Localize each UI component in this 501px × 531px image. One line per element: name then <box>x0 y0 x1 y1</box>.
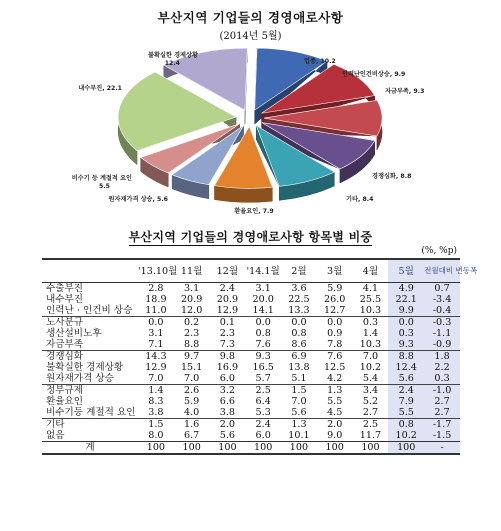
table-cell: 8.8 <box>388 351 424 363</box>
table-cell: 15.1 <box>180 362 203 373</box>
table-row <box>42 351 460 363</box>
table-cell: 5.2 <box>362 396 379 407</box>
table-cell: 2.5 <box>353 419 389 431</box>
table-cell: 16.5 <box>252 362 274 373</box>
table-cell: 100 <box>245 442 281 455</box>
table-cell: 5.9 <box>184 396 200 407</box>
table-cell: 0.3 <box>388 328 424 339</box>
table-cell: 1.5 <box>138 419 174 431</box>
slice-label: 환율요인, 7.9 <box>234 208 274 215</box>
table-cell: 100 <box>281 442 317 455</box>
table-cell: 0.3 <box>424 373 460 385</box>
table-cell: 6.0 <box>255 430 271 441</box>
table-cell: 12.7 <box>324 305 346 316</box>
column-header: 5월 <box>388 259 424 283</box>
column-header: 12월 <box>210 259 246 283</box>
table-cell: 7.6 <box>255 339 271 350</box>
slice-label: 비수기 등 계절적 요인 5.5 <box>71 175 132 190</box>
table-cell: -1.5 <box>424 430 460 442</box>
table-cell: 100 <box>317 442 353 455</box>
table-cell: 13.8 <box>288 362 310 373</box>
table-row <box>42 373 460 385</box>
slice-label: 내수부진, 22.1 <box>78 85 122 92</box>
table-cell: 2.4 <box>219 283 236 294</box>
table-cell: 7.9 <box>388 396 424 407</box>
table-cell: 4.1 <box>362 283 379 294</box>
table-cell: 0.1 <box>210 317 246 329</box>
table-row <box>42 305 460 317</box>
table-cell: -3.4 <box>424 294 460 305</box>
table-row <box>42 419 460 431</box>
table-cell: 1.4 <box>138 385 174 397</box>
table-cell: 3.1 <box>255 283 271 294</box>
row-label: 내수부진 <box>46 294 84 305</box>
column-header: 3월 <box>317 259 353 283</box>
table-cell: 26.0 <box>324 294 346 305</box>
table-cell: 11.0 <box>145 305 167 316</box>
row-label: 없음 <box>46 430 65 441</box>
table-cell: 0.0 <box>138 317 174 329</box>
table-cell: 2.0 <box>317 419 353 431</box>
table-cell: 14.3 <box>138 351 174 363</box>
row-label: 자금부족 <box>46 339 84 350</box>
table-cell: 12.9 <box>216 305 239 316</box>
slice-label: 인력난인건비상승, 9.9 <box>342 71 406 78</box>
table-cell: 12.5 <box>324 362 346 373</box>
slice-label: 업종, 10.2 <box>304 58 336 65</box>
table-row <box>42 283 460 295</box>
table-cell: 0.0 <box>281 317 317 329</box>
table-cell: 0.8 <box>291 328 307 339</box>
row-label: 경쟁심화 <box>42 351 138 363</box>
table-cell: 9.3 <box>245 351 281 363</box>
table-row <box>42 317 460 329</box>
table-cell: 20.9 <box>216 294 239 305</box>
table-cell: 4.0 <box>184 407 200 418</box>
table-cell: 9.9 <box>388 305 424 317</box>
row-label: 비수기등 계절적 요인 <box>46 407 136 418</box>
table-cell: 8.0 <box>148 430 164 441</box>
table-cell: 2.7 <box>424 407 460 419</box>
table-cell: 6.6 <box>219 396 236 407</box>
table-cell: 3.1 <box>184 283 200 294</box>
table-cell: 22.5 <box>288 294 310 305</box>
table-cell: 5.5 <box>388 407 424 419</box>
table-cell: 7.0 <box>291 396 307 407</box>
table-cell: 8.3 <box>148 396 164 407</box>
table-cell: 10.1 <box>288 430 310 441</box>
table-cell: -0.3 <box>424 317 460 329</box>
table-cell: 4.2 <box>327 373 343 384</box>
table-cell: -1.7 <box>424 419 460 431</box>
table-cell: 7.3 <box>219 339 236 350</box>
slice-label: 자금부족, 9.3 <box>385 88 425 95</box>
table-cell: 3.6 <box>291 283 307 294</box>
table-cell: 3.2 <box>210 385 246 397</box>
table-cell: 6.0 <box>219 373 236 384</box>
table-cell: 3.8 <box>219 407 236 418</box>
table-cell: 0.7 <box>424 283 460 295</box>
column-header: 전월대비 변동폭 <box>424 259 460 283</box>
column-header: '13.10월 <box>138 259 174 283</box>
table-cell: 3.8 <box>148 407 164 418</box>
unit-label: (%, %p) <box>421 246 457 256</box>
table-cell: 2.0 <box>210 419 246 431</box>
table-cell: 7.0 <box>353 351 389 363</box>
table-cell: -1.0 <box>424 385 460 397</box>
table-cell: 7.0 <box>184 373 200 384</box>
chart-subtitle: (2014년 5월) <box>219 31 282 42</box>
table-cell: - <box>424 442 460 455</box>
table-cell: 25.5 <box>359 294 382 305</box>
pie-chart <box>0 0 501 232</box>
row-label: 노사분규 <box>42 317 138 329</box>
table-row <box>42 430 460 442</box>
row-label: 계 <box>42 442 138 455</box>
table-cell: 1.3 <box>281 419 317 431</box>
table-cell: 12.4 <box>388 362 424 373</box>
table-cell: 8.6 <box>291 339 307 350</box>
table-row <box>42 442 460 455</box>
table-cell: 2.7 <box>424 396 460 407</box>
table-cell: 7.6 <box>317 351 353 363</box>
table-cell: 6.9 <box>281 351 317 363</box>
table-cell: 2.5 <box>245 385 281 397</box>
table-cell: 20.0 <box>252 294 274 305</box>
table-cell: 5.3 <box>255 407 271 418</box>
slice-label: 기타, 8.4 <box>346 196 374 203</box>
row-label: 인력난 · 인건비 상승 <box>46 305 133 316</box>
table-row <box>42 385 460 397</box>
table-cell: 13.3 <box>288 305 310 316</box>
table-row <box>42 328 460 339</box>
table-cell: 0.9 <box>327 328 343 339</box>
table-cell: 6.7 <box>184 430 200 441</box>
table-cell: 8.8 <box>184 339 200 350</box>
column-header <box>42 259 138 283</box>
table-cell: 5.6 <box>291 407 307 418</box>
table-cell: 14.1 <box>252 305 274 316</box>
table-cell: 0.3 <box>353 317 389 329</box>
slice-label: 불확실한 경제상황 12.4 <box>148 52 198 67</box>
row-label: 수출부진 <box>46 283 84 294</box>
table-cell: 3.1 <box>148 328 164 339</box>
table-cell: 1.3 <box>317 385 353 397</box>
table-cell: 0.8 <box>255 328 271 339</box>
table-cell: 20.9 <box>180 294 203 305</box>
table-cell: 10.2 <box>388 430 424 442</box>
table-cell: 7.0 <box>148 373 164 384</box>
table-cell: 12.0 <box>180 305 203 316</box>
table-cell: 18.9 <box>145 294 167 305</box>
table-cell: 5.5 <box>327 396 343 407</box>
table-cell: 10.3 <box>359 305 382 316</box>
table-cell: 9.8 <box>210 351 246 363</box>
table-cell: 5.6 <box>219 430 236 441</box>
table-cell: 2.3 <box>184 328 200 339</box>
table-cell: 10.2 <box>359 362 382 373</box>
table-cell: 16.9 <box>216 362 239 373</box>
column-header: 11월 <box>174 259 210 283</box>
table-cell: 1.4 <box>362 328 379 339</box>
table-cell: 100 <box>138 442 174 455</box>
table-cell: 2.4 <box>245 419 281 431</box>
table-cell: 1.6 <box>174 419 210 431</box>
table-row <box>42 362 460 373</box>
table-cell: 5.9 <box>327 283 343 294</box>
table-cell: 2.3 <box>219 328 236 339</box>
table-cell: 0.0 <box>245 317 281 329</box>
column-header: 2월 <box>281 259 317 283</box>
chart-title: 부산지역 기업들의 경영애로사항 <box>157 10 344 25</box>
table-cell: 3.4 <box>353 385 389 397</box>
table-cell: 5.6 <box>388 373 424 385</box>
table-cell: 5.4 <box>362 373 379 384</box>
table-cell: 22.1 <box>388 294 424 305</box>
table-cell: 100 <box>210 442 246 455</box>
table-cell: 12.9 <box>145 362 167 373</box>
table-row <box>42 407 460 419</box>
table-row <box>42 339 460 351</box>
table-cell: 0.2 <box>174 317 210 329</box>
table-cell: 100 <box>174 442 210 455</box>
table-row <box>42 396 460 407</box>
table-cell: 1.8 <box>424 351 460 363</box>
table-cell: 7.8 <box>327 339 343 350</box>
table-cell: 5.7 <box>255 373 271 384</box>
table-cell: 10.3 <box>359 339 382 350</box>
row-label: 정부규제 <box>42 385 138 397</box>
table-cell: 0.8 <box>388 419 424 431</box>
table-cell: 5.1 <box>291 373 307 384</box>
table-cell: 9.3 <box>388 339 424 351</box>
table-cell: 11.7 <box>359 430 382 441</box>
table-cell: 7.1 <box>148 339 164 350</box>
slice-label: 원자재가격 상승, 5.6 <box>108 196 168 203</box>
column-header: '14.1월 <box>245 259 281 283</box>
row-label: 원자재가격 상승 <box>46 373 114 384</box>
table-cell: -0.9 <box>424 339 460 351</box>
table-cell: 2.7 <box>362 407 379 418</box>
row-label: 기타 <box>42 419 138 431</box>
table-cell: 100 <box>353 442 389 455</box>
table-cell: -0.4 <box>424 305 460 317</box>
table-cell: 2.6 <box>174 385 210 397</box>
table-row <box>42 294 460 305</box>
data-table <box>42 258 478 455</box>
table-cell: 2.8 <box>148 283 164 294</box>
slice-label: 경쟁심화, 8.8 <box>372 173 412 180</box>
row-label: 불확실한 경제상황 <box>46 362 124 373</box>
table-title: 부산지역 기업들의 경영애로사항 항목별 비중 <box>128 230 373 244</box>
table-cell: 0.0 <box>317 317 353 329</box>
table-cell: 9.7 <box>174 351 210 363</box>
table-cell: 0.0 <box>388 317 424 329</box>
row-label: 환율요인 <box>46 396 84 407</box>
table-cell: -1.1 <box>424 328 460 339</box>
column-header: 4월 <box>353 259 389 283</box>
table-cell: 2.4 <box>388 385 424 397</box>
table-cell: 4.9 <box>388 283 424 295</box>
table-cell: 9.0 <box>327 430 343 441</box>
table-cell: 4.5 <box>327 407 343 418</box>
row-label: 생산설비노후 <box>46 328 102 339</box>
table-cell: 2.2 <box>424 362 460 373</box>
table-cell: 1.5 <box>281 385 317 397</box>
table-cell: 6.4 <box>255 396 271 407</box>
table-cell: 100 <box>388 442 424 455</box>
